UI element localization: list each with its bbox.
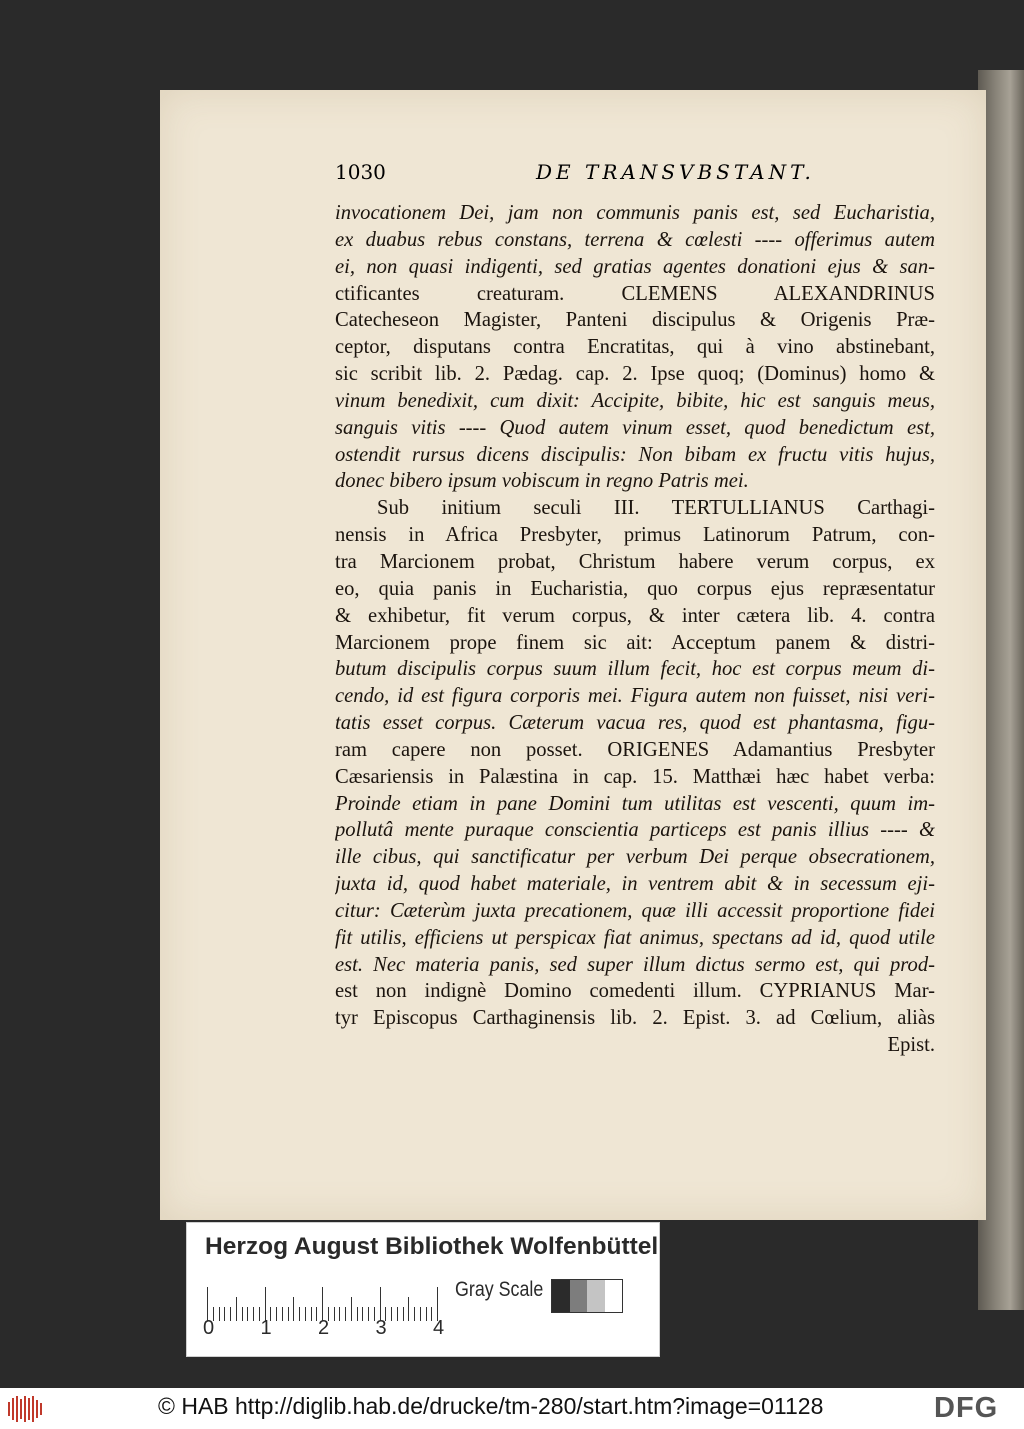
text-line: ostendit rursus dicens discipulis: Non bibam ex fructu vitis hujus,	[335, 443, 935, 466]
text-line: fit utilis, efficiens ut perspicax fiat animus, spectans ad id, quod utile	[335, 926, 935, 949]
text-line: juxta id, quod habet materiale, in ventrem abit & in secessum eji-	[335, 873, 935, 896]
text-line: Cæsariensis in Palæstina in cap. 15. Matthæi hæc habet verba:	[335, 765, 935, 788]
text-line: eo, quia panis in Eucharistia, quo corpus ejus repræsentatur	[335, 577, 935, 600]
ruler-tick	[380, 1287, 381, 1321]
ruler-tick	[408, 1297, 409, 1321]
ruler-tick	[339, 1307, 340, 1321]
text-line: Marcionem prope finem sic ait: Acceptum panem & distri-	[335, 631, 935, 654]
text-line: tatis esset corpus. Cæterum vacua res, quod est phantasma, figu-	[335, 712, 935, 735]
text-line: ex duabus rebus constans, terrena & cœlesti ---- offerimus autem	[335, 228, 935, 251]
ruler-tick	[288, 1307, 289, 1321]
ruler-tick	[219, 1307, 220, 1321]
ruler-tick	[242, 1307, 243, 1321]
ruler-tick	[357, 1307, 358, 1321]
ruler-tick	[282, 1307, 283, 1321]
ruler-tick	[368, 1307, 369, 1321]
ruler-number: 0	[203, 1317, 215, 1339]
hab-barcode-icon	[8, 1396, 42, 1422]
text-line: donec bibero ipsum vobiscum in regno Patris mei.	[335, 470, 749, 493]
ruler-tick	[397, 1307, 398, 1321]
ruler-tick	[247, 1307, 248, 1321]
ruler-tick	[322, 1287, 323, 1321]
ruler-tick	[311, 1307, 312, 1321]
ruler-tick	[299, 1307, 300, 1321]
ruler-tick	[253, 1307, 254, 1321]
ruler-tick	[276, 1307, 277, 1321]
text-line: pollutâ mente puraque conscientia particeps est panis illius ---- &	[335, 819, 935, 842]
gray-swatch	[605, 1280, 623, 1312]
ruler-tick	[345, 1307, 346, 1321]
text-line: ram capere non posset. ORIGENES Adamantius Presbyter	[335, 738, 935, 761]
text-line: citur: Cæterùm juxta precationem, quæ illi accessit proportione fidei	[335, 899, 935, 922]
ruler-tick	[334, 1307, 335, 1321]
text-line: Sub initium seculi III. TERTULLIANUS Carthagi-	[377, 497, 935, 520]
text-line: est. Nec materia panis, sed super illum dictus sermo est, qui prod-	[335, 953, 935, 976]
institution-name: Herzog August Bibliothek Wolfenbüttel	[205, 1233, 659, 1260]
ruler-tick	[224, 1307, 225, 1321]
text-line: tra Marcionem probat, Christum habere verum corpus, ex	[335, 550, 935, 573]
text-line: sanguis vitis ---- Quod autem vinum esset, quod benedictum est,	[335, 416, 935, 439]
text-line: & exhibetur, fit verum corpus, & inter cætera lib. 4. contra	[335, 604, 935, 627]
ruler-tick	[420, 1307, 421, 1321]
gray-swatch	[570, 1280, 588, 1312]
ruler-number: 1	[260, 1317, 272, 1339]
ruler-tick	[403, 1307, 404, 1321]
ruler-number: 3	[375, 1317, 387, 1339]
ruler-tick	[236, 1297, 237, 1321]
text-line: butum discipulis corpus suum illum fecit, hoc est corpus meum di-	[335, 658, 935, 681]
ruler-tick	[293, 1297, 294, 1321]
text-line: cendo, id est figura corporis mei. Figura autem non fuisset, nisi veri-	[335, 685, 935, 708]
text-line: tyr Episcopus Carthaginensis lib. 2. Epist. 3. ad Cœlium, aliàs	[335, 1007, 935, 1030]
ruler-number: 4	[433, 1317, 445, 1339]
running-title: DE TRANSVBSTANT.	[536, 160, 815, 184]
text-line: invocationem Dei, jam non communis panis est, sed Eucharistia,	[335, 202, 935, 224]
gray-scale-swatches	[551, 1279, 623, 1313]
text-line: Epist.	[887, 1034, 935, 1057]
ruler-number: 2	[318, 1317, 330, 1339]
ruler-tick	[207, 1287, 208, 1321]
main-text	[335, 200, 935, 1059]
text-line: vinum benedixit, cum dixit: Accipite, bibite, hic est sanguis meus,	[335, 389, 935, 412]
dfg-logo: DFG	[934, 1392, 999, 1424]
ruler-tick	[351, 1297, 352, 1321]
ruler-tick	[362, 1307, 363, 1321]
ruler-tick	[391, 1307, 392, 1321]
footer-credit-link[interactable]: © HAB http://diglib.hab.de/drucke/tm-280/start.htm?image=01128	[158, 1393, 824, 1419]
ruler-tick	[230, 1307, 231, 1321]
text-line: Catecheseon Magister, Panteni discipulus & Origenis Præ-	[335, 309, 935, 332]
text-line: est non indignè Domino comedenti illum. CYPRIANUS Mar-	[335, 980, 935, 1003]
ruler-tick	[426, 1307, 427, 1321]
text-line: nensis in Africa Presbyter, primus Latinorum Patrum, con-	[335, 524, 935, 547]
page-number: 1030	[335, 160, 386, 184]
footer-bar	[0, 1388, 1024, 1429]
text-line: ille cibus, qui sanctificatur per verbum Dei perque obsecrationem,	[335, 846, 935, 869]
gray-swatch	[552, 1280, 570, 1312]
gray-swatch	[587, 1280, 605, 1312]
gray-scale-label: Gray Scale	[455, 1278, 544, 1301]
measurement-ruler	[207, 1281, 437, 1321]
text-line: ei, non quasi indigenti, sed gratias agentes donationi ejus & san-	[335, 255, 935, 278]
text-line: ceptor, disputans contra Encratitas, qui à vino abstinebant,	[335, 336, 935, 359]
text-line: sic scribit lib. 2. Pædag. cap. 2. Ipse quoq; (Dominus) homo &	[335, 363, 935, 386]
color-calibration-bar	[186, 1222, 660, 1357]
text-line: Proinde etiam in pane Domini tum utilitas est vescenti, quum im-	[335, 792, 935, 815]
ruler-tick	[305, 1307, 306, 1321]
ruler-tick	[414, 1307, 415, 1321]
ruler-tick	[265, 1287, 266, 1321]
text-line: ctificantes creaturam. CLEMENS ALEXANDRINUS	[335, 282, 935, 305]
ruler-tick	[437, 1287, 438, 1321]
